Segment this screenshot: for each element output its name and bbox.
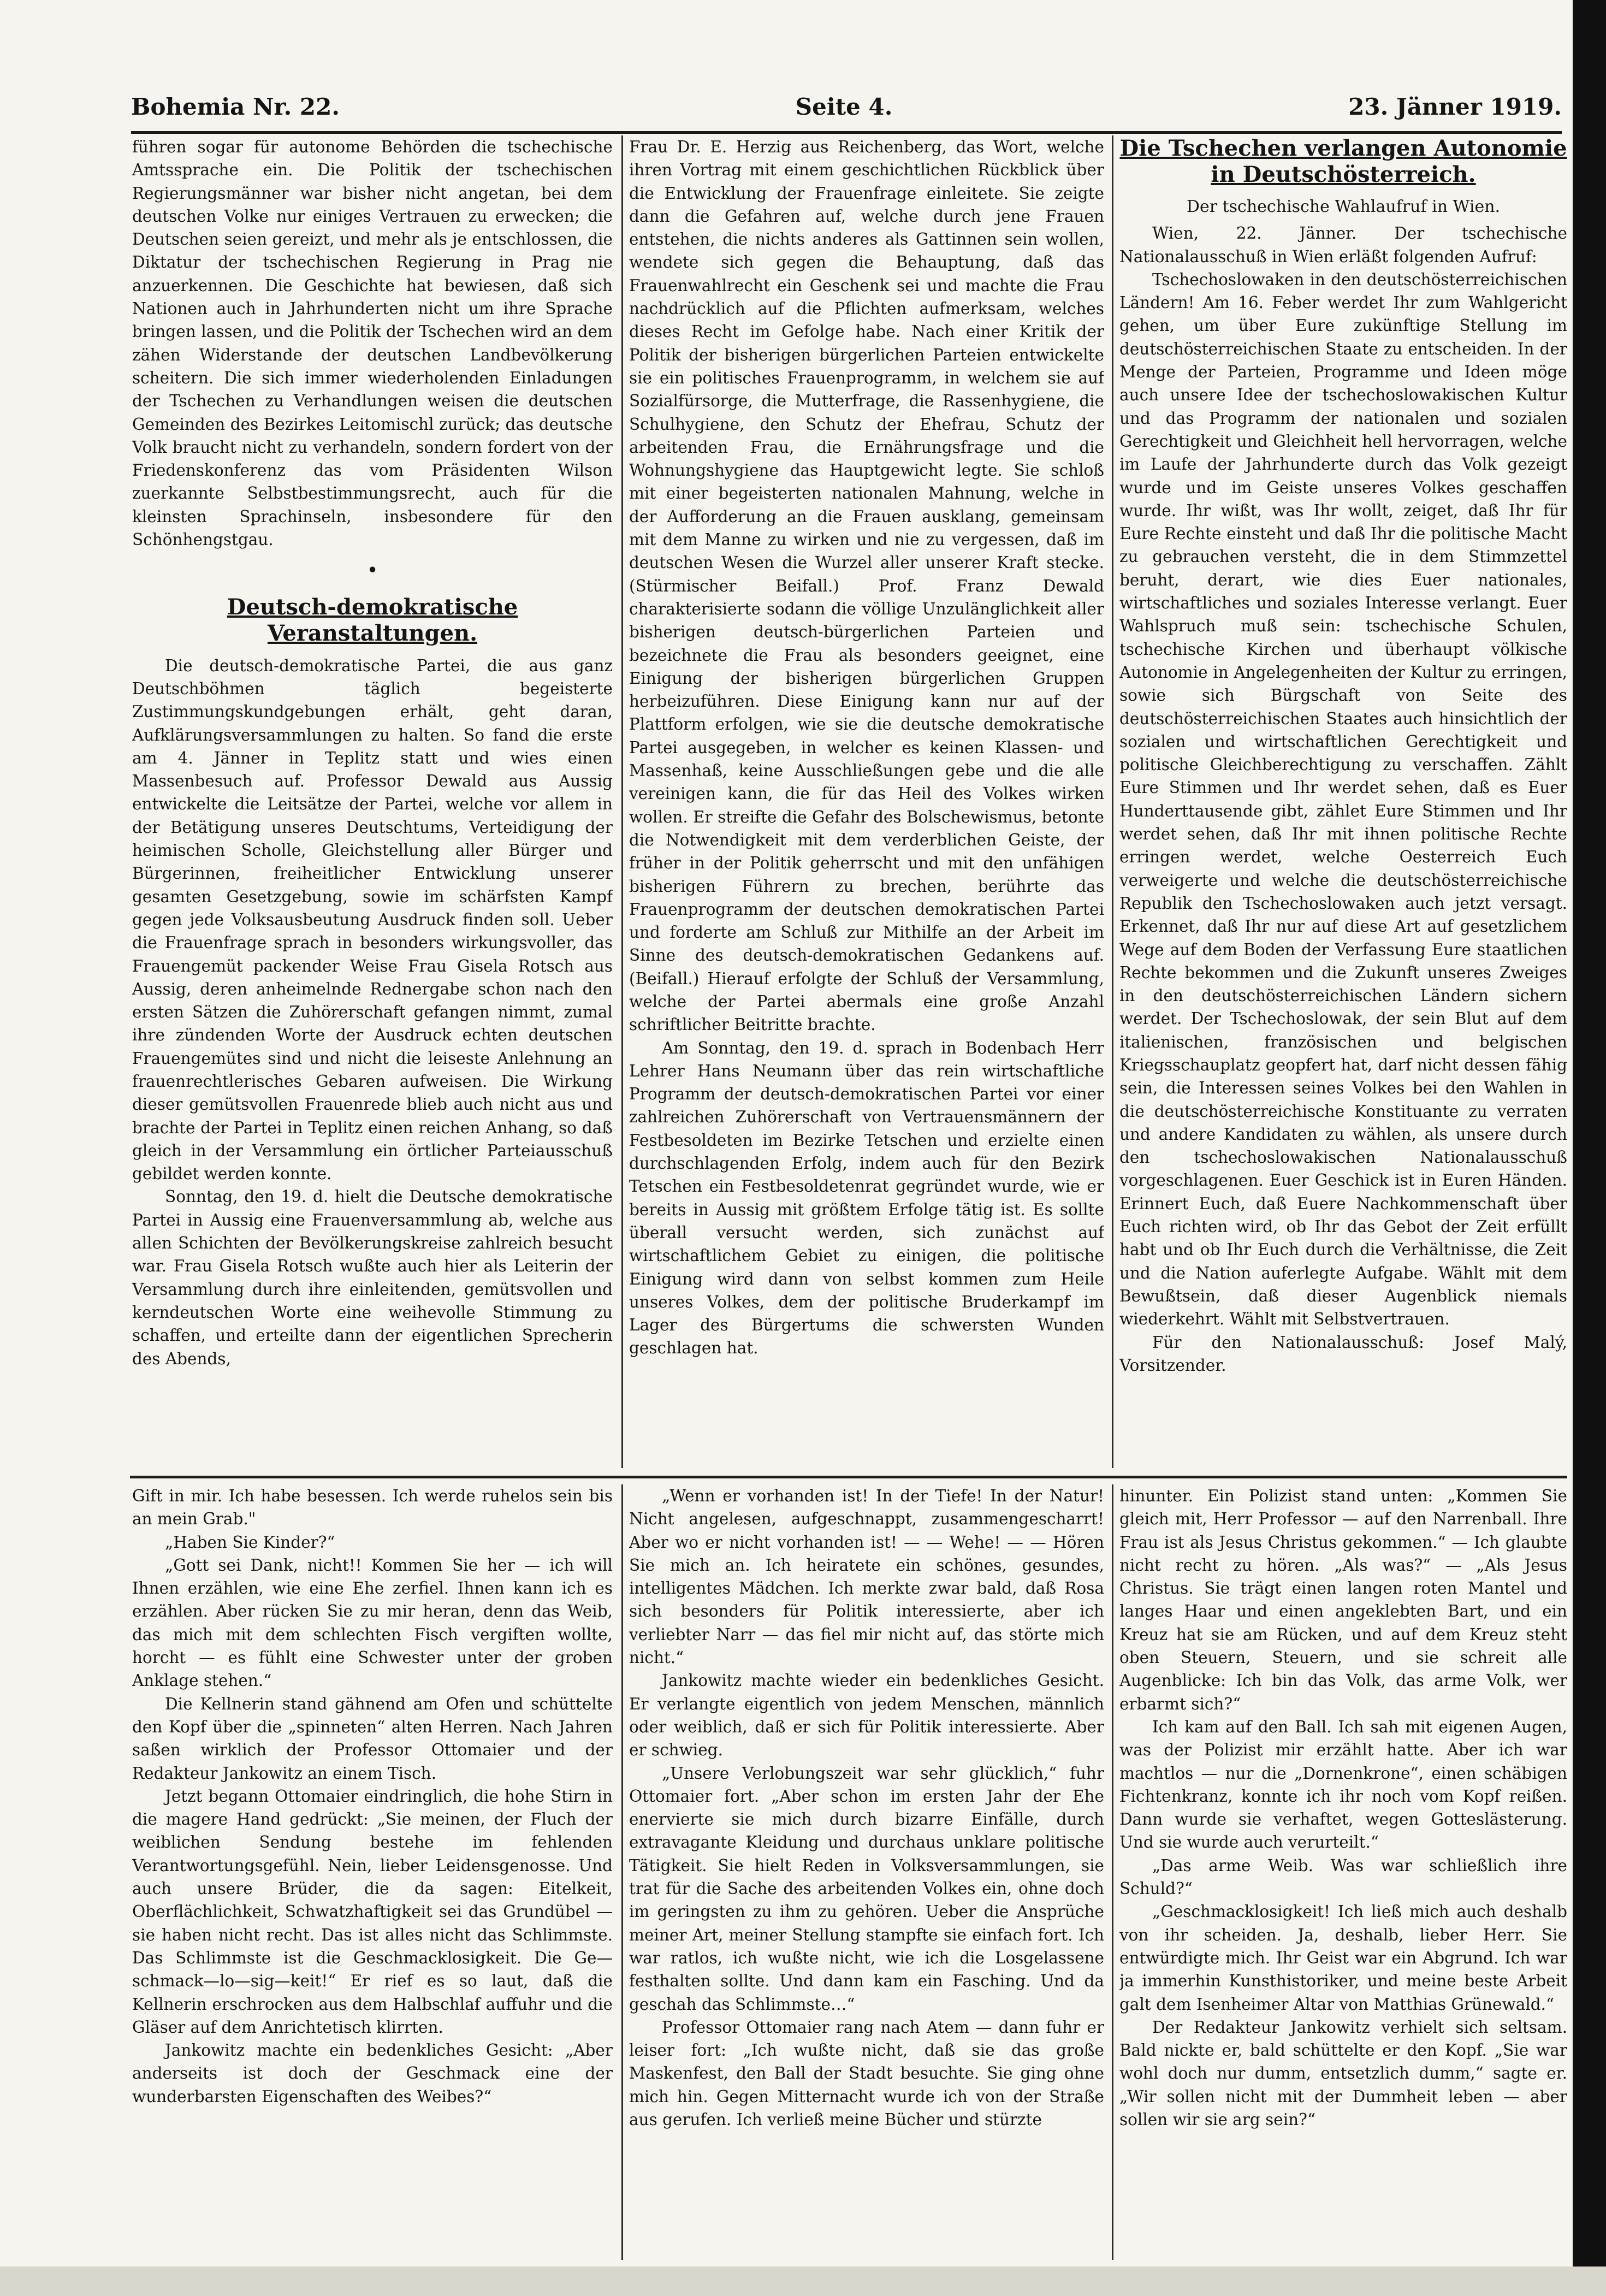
story-text: „Wenn er vorhanden ist! In der Tiefe! In der Natur! Nicht angelesen, aufgeschnappt, zusammengescharrt! Aber wo er nicht vorhanden ist! — — Wehe! — — Hören Sie mich an. Ich heiratete ein schönes, gesundes, intelligentes Mädchen. Ich merkte zwar bald, daß Rosa sich besonders für Politik interessierte, aber ich verliebter Narr — das fiel mir nicht auf, das störte mich nicht.“ xyxy=(629,1487,1104,1667)
column-divider xyxy=(621,1484,623,2260)
bottom-column-2 xyxy=(629,1484,1104,2260)
top-column-3 xyxy=(1119,135,1567,1468)
section-separator: • xyxy=(367,560,378,580)
story-text: Jankowitz machte wieder ein bedenkliches Gesicht. Er verlangte eigentlich von jedem Menschen, männlich oder weiblich, daß er sich für Politik interessierte. Aber er schwieg. xyxy=(629,1671,1104,1760)
section-divider xyxy=(130,1476,1567,1478)
article-signature: Für den Nationalausschuß: Josef Malý, Vorsitzender. xyxy=(1119,1333,1567,1375)
story-text: Jankowitz machte ein bedenkliches Gesicht: „Aber anderseits ist doch der Geschmack eine der wunderbarsten Eigenschaften des Weibes?“ xyxy=(132,2041,613,2106)
story-text: „Gott sei Dank, nicht!! Kommen Sie her — ich will Ihnen erzählen, wie eine Ehe zerfiel. Ihnen kann ich es erzählen. Aber rücken Sie zu mir heran, denn das Weib, das mich mit dem schlechten Fisch vergiften wollte, horcht — es fühlt eine Schwester unter der groben Anklage stehen.“ xyxy=(132,1555,613,1690)
article-text: Tschechoslowaken in den deutschösterreichischen Ländern! Am 16. Feber werdet Ihr zum Wahlgericht gehen, um über Eure zukünftige Stellung im deutschösterreichischen Staate zu entscheiden. In der Menge der Parteien, Programme und Ideen möge auch unsere Idee der tschechoslowakischen Kultur und das Programm der nationalen und sozialen Gerechtigkeit und Gleichheit hell hervorragen, welche im Laufe der Jahrhunderte durch das Volk gezeigt wurde und im Geiste unseres Volkes geschaffen wurde. Ihr wißt, was Ihr wollt, zeiget, daß Ihr für Eure Rechte einsteht und daß Ihr die politische Macht zu gebrauchen versteht, die in dem Stimmzettel beruht, derart, wie dies Euer nationales, wirtschaftliches und soziales Interesse verlangt. Euer Wahlspruch muß sein: tschechische Schulen, tschechische Kirchen und überhaupt völkische Autonomie in Angelegenheiten der Kultur zu erringen, sowie sich Bürgschaft von Seite des deutschösterreichischen Staates auch hinsichtlich der sozialen und wirtschaftlichen Gerechtigkeit und politische Gleichberechtigung zu verschaffen. Zählt Eure Stimmen und Ihr werdet sehen, daß es Euer Hunderttausende gibt, zählet Eure Stimmen und Ihr werdet sehen, daß Ihr mit ihnen politische Rechte erringen werdet, welche Oesterreich Euch verweigerte und welche die deutschösterreichische Republik den Tschechoslowaken auch jetzt versagt. Erkennet, daß Ihr nur auf diese Art auf gesetzlichem Wege auf dem Boden der Verfassung Eure staatlichen Rechte bekommen und die Zukunft unseres Zweiges in den deutschösterreichischen Ländern sichern werdet. Der Tschechoslowak, der sein Blut auf dem italienischen, französischen und belgischen Kriegsschauplatz geopfert hat, darf nicht dessen fähig sein, die Interessen seines Volkes bei den Wahlen in die deutschösterreichische Konstituante zu verraten und andere Kandidaten zu wählen, als unsere durch den tschechoslowakischen Nationalausschuß vorgeschlagenen. Euer Geschick ist in Euren Händen. Erinnert Euch, daß Euere Nachkommenschaft über Euch richten wird, ob Ihr das Gebot der Zeit erfüllt habt und ob Ihr Euch durch die Verhältnisse, die Zeit und die Nation auferlegte Aufgabe. Wählt mit dem Bewußtsein, daß dieser Augenblick niemals wiederkehrt. Wählt mit Selbstvertrauen. xyxy=(1119,270,1567,1329)
top-column-2 xyxy=(629,135,1104,1468)
story-text: Jetzt begann Ottomaier eindringlich, die hohe Stirn in die magere Hand gedrückt: „Sie meinen, der Fluch der weiblichen Sendung bestehe im fehlenden Verantwortungsgefühl. Nein, lieber Leidensgenosse. Und auch unsere Brüder, die da sagen: Eitelkeit, Oberflächlichkeit, Schwatzhaftigkeit sei das Grundübel — sie haben nicht recht. Das ist alles nicht das Schlimmste. Das Schlimmste ist die Geschmacklosigkeit. Die Ge—schmack—lo—sig—keit!“ Er rief es so laut, daß die Kellnerin erschrocken aus dem Halbschlaf auffuhr und die Gläser auf dem Anrichtetisch klirrten. xyxy=(132,1786,613,2037)
story-text: „Haben Sie Kinder?“ xyxy=(165,1532,335,1552)
article-subheading: Der tschechische Wahlaufruf in Wien. xyxy=(1186,197,1501,216)
article-heading: Deutsch-demokratische Veranstaltungen. xyxy=(227,594,518,646)
bottom-column-3 xyxy=(1119,1484,1567,2260)
scan-edge xyxy=(1573,0,1606,2296)
header-page-number: Seite 4. xyxy=(795,93,893,120)
article-text: Die deutsch-demokratische Partei, die aus ganz Deutschböhmen täglich begeisterte Zustimmungskundgebungen erhält, geht daran, Aufklärungsversammlungen zu halten. So fand die erste am 4. Jänner in Teplitz statt und wies einen Massenbesuch auf. Professor Dewald aus Aussig entwickelte die Leitsätze der Partei, welche vor allem in der Betätigung unseres Deutschtums, Verteidigung der heimischen Scholle, Gleichstellung aller Bürger und Bürgerinnen, freiheitlicher Entwicklung unserer gesamten Gesetzgebung, sowie im schärfsten Kampf gegen jede Volksausbeutung Ausdruck finden soll. Ueber die Frauenfrage sprach in besonders wirkungsvoller, das Frauengemüt packender Weise Frau Gisela Rotsch aus Aussig, deren anheimelnde Rednergabe schon nach den ersten Sätzen die Zuhörerschaft gefangen nimmt, zumal ihre zündenden Worte der Ausdruck echten deutschen Frauengemütes sind und nicht die leiseste Anlehnung an frauenrechtlerisches Gebaren aufweisen. Die Wirkung dieser gemütsvollen Frauenrede blieb auch nicht aus und brachte der Partei in Teplitz einen reichen Anhang, so daß gleich in der Versammlung ein örtlicher Parteiausschuß gebildet werden konnte. xyxy=(132,656,613,1183)
column-divider xyxy=(1112,135,1113,1468)
story-text: Professor Ottomaier rang nach Atem — dann fuhr er leiser fort: „Ich wußte nicht, daß sie das große Maskenfest, den Ball der Stadt besuchte. Sie ging ohne mich hin. Gegen Mitternacht wurde ich von der Straße aus gerufen. Ich verließ meine Bücher und stürzte xyxy=(629,2017,1104,2129)
article-text: Sonntag, den 19. d. hielt die Deutsche demokratische Partei in Aussig eine Frauenversammlung ab, welche aus allen Schichten der Bevölkerungskreise zahlreich besucht war. Frau Gisela Rotsch wußte auch hier als Leiterin der Versammlung durch ihre einleitenden, gemütsvollen und kerndeutschen Worte eine weihevolle Stimmung zu schaffen, und erteilte dann der eigentlichen Sprecherin des Abends, xyxy=(132,1187,613,1368)
story-text: Gift in mir. Ich habe besessen. Ich werde ruhelos sein bis an mein Grab." xyxy=(132,1487,613,1529)
bottom-column-1 xyxy=(132,1484,613,2260)
story-text: „Geschmacklosigkeit! Ich ließ mich auch deshalb von ihr scheiden. Ja, deshalb, lieber Herr. Sie entwürdigte mich. Ihr Geist war ein Abgrund. Ich war ja immerhin Kunsthistoriker, und meine beste Arbeit galt dem Isenheimer Altar von Matthias Grünewald.“ xyxy=(1119,1902,1567,2014)
article-text: führen sogar für autonome Behörden die tschechische Amtssprache ein. Die Politik der tschechischen Regierungsmänner war bisher nicht angetan, bei dem deutschen Volke nur einiges Vertrauen zu erwecken; die Deutschen seien gereizt, und mehr als je entschlossen, die Diktatur der tschechischen Regierung in Prag nie anzuerkennen. Die Geschichte hat bewiesen, daß sich Nationen auch in Jahrhunderten nicht um ihre Sprache bringen lassen, und die Politik der Tschechen wird an dem zähen Widerstande der deutschen Landbevölkerung scheitern. Die sich immer wiederholenden Einladungen der Tschechen zu Verhandlungen weisen die deutschen Gemeinden des Bezirkes Leitomischl zurück; das deutsche Volk braucht nicht zu verhandeln, sondern fordert von der Friedenskonferenz das vom Präsidenten Wilson zuerkannte Selbstbestimmungsrecht, auch für die kleinsten Sprachinseln, insbesondere für den Schönhengstgau. xyxy=(132,138,613,549)
story-text: hinunter. Ein Polizist stand unten: „Kommen Sie gleich mit, Herr Professor — auf den Narrenball. Ihre Frau ist als Jesus Christus gekommen.“ — Ich glaubte nicht recht zu hören. „Als was?“ — „Als Jesus Christus. Sie trägt einen langen roten Mantel und langes Haar und einen angeklebten Bart, und ein Kreuz hat sie am Rücken, und auf dem Kreuz steht oben Steuern, Steuern, und sie schreit alle Augenblicke: Ich bin das Volk, das arme Volk, wer erbarmt sich?“ xyxy=(1119,1487,1567,1713)
story-text: „Das arme Weib. Was war schließlich ihre Schuld?“ xyxy=(1119,1856,1567,1898)
story-text: Die Kellnerin stand gähnend am Ofen und schüttelte den Kopf über die „spinneten“ alten Herren. Nach Jahren saßen wirklich der Professor Ottomaier und der Redakteur Jankowitz an einem Tisch. xyxy=(132,1694,613,1783)
article-text: Am Sonntag, den 19. d. sprach in Bodenbach Herr Lehrer Hans Neumann über das rein wirtschaftliche Programm der deutsch-demokratischen Partei vor einer zahlreichen Zuhörerschaft von Vertrauensmännern der Festbesoldeten im Bezirke Tetschen und erzielte einen durchschlagenden Erfolg, indem auch für den Bezirk Tetschen ein Festbesoldetenrat gegründet wurde, wie er bereits in Aussig mit größtem Erfolge tätig ist. Es sollte überall versucht werden, sich zunächst auf wirtschaftlichem Gebiet zu einigen, die politische Einigung wird dann von selbst kommen zum Heile unseres Volkes, dem der politische Bruderkampf im Lager des Bürgertums die schwersten Wunden geschlagen hat. xyxy=(629,1038,1104,1358)
article-text: Frau Dr. E. Herzig aus Reichenberg, das Wort, welche ihren Vortrag mit einem geschichtlichen Rückblick über die Entwicklung der Frauenfrage einleitete. Sie zeigte dann die Gefahren auf, welche durch jene Frauen entstehen, die nichts anderes als Gattinnen sein wollen, wendete sich gegen die Behauptung, daß das Frauenwahlrecht ein Geschenk sei und machte die Frau nachdrücklich auf die Pflichten aufmerksam, welches dieses Recht im Gefolge habe. Nach einer Kritik der Politik der bisherigen bürgerlichen Parteien entwickelte sie ein politisches Frauenprogramm, in welchem sie auf Sozialfürsorge, die Mutterfrage, die Rassenhygiene, die Schulhygiene, den Schutz der Ehefrau, Schutz der arbeitenden Frau, die Ernährungsfrage und die Wohnungshygiene das Hauptgewicht legte. Sie schloß mit einer begeisterten nationalen Mahnung, welche in der Aufforderung an die Frauen ausklang, gemeinsam mit dem Manne zu wirken und nie zu vergessen, daß im deutschen Wesen die Wurzel aller unserer Kraft stecke. (Stürmischer Beifall.) Prof. Franz Dewald charakterisierte sodann die völlige Unzulänglichkeit aller bisherigen deutsch-bürgerlichen Parteien und bezeichnete die Frau als besonders geeignet, eine Einigung der bisherigen bürgerlichen Gruppen herbeizuführen. Diese Einigung kann nur auf der Plattform erfolgen, wie sie die deutsche demokratische Partei ausgegeben, in welcher es keinen Klassen- und Massenhaß, keine Ausschließungen gebe und die alle vereinigen kann, die für das Heil des Volkes wirken wollen. Er streifte die Gefahr des Bolschewismus, betonte die Notwendigkeit mit dem verderblichen Geiste, der früher in der Politik geherrscht und mit den unfähigen bisherigen Führern zu brechen, berührte das Frauenprogramm der deutschen demokratischen Partei und forderte am Schluß zur Mithilfe an der Arbeit im Sinne des deutsch-demokratischen Gedankens auf. (Beifall.) Hierauf erfolgte der Schluß der Versammlung, welche der Partei abermals eine große Anzahl schriftlicher Beitritte brachte. xyxy=(629,138,1104,1034)
story-text: „Unsere Verlobungszeit war sehr glücklich,“ fuhr Ottomaier fort. „Aber schon im ersten Jahr der Ehe enervierte sie mich durch bizarre Einfälle, durch extravagante Kleidung und durchaus unklare politische Tätigkeit. Sie hielt Reden in Volksversammlungen, sie trat für die Sache des arbeitenden Volkes ein, ohne doch im geringsten zu ihm zu gehören. Ueber die Ansprüche meiner Art, meiner Stellung stampfte sie einfach fort. Ich war ratlos, ich wußte nicht, wie ich die Losgelassene festhalten sollte. Und dann kam ein Fasching. Und da geschah das Schlimmste…“ xyxy=(629,1764,1104,2014)
article-text: Wien, 22. Jänner. Der tschechische Nationalausschuß in Wien erläßt folgenden Aufruf: xyxy=(1119,224,1567,266)
story-text: Der Redakteur Jankowitz verhielt sich seltsam. Bald nickte er, bald schüttelte er den Kopf. „Sie war wohl doch nur dumm, entsetzlich dumm,“ sagte er. „Wir sollen nicht mit der Dummheit leben — aber sollen wir sie arg sein?“ xyxy=(1119,2017,1567,2129)
header-paper-issue: Bohemia Nr. 22. xyxy=(131,93,340,120)
scan-bottom-margin xyxy=(0,2267,1606,2296)
article-heading: Die Tschechen verlangen Autonomie in Deutschösterreich. xyxy=(1119,135,1567,187)
page-header xyxy=(131,82,1562,134)
story-text: Ich kam auf den Ball. Ich sah mit eigenen Augen, was der Polizist mir erzählt hatte. Aber ich war machtlos — nur die „Dornenkrone“, einen schäbigen Fichtenkranz, konnte ich ihr noch vom Kopf reißen. Dann wurde sie verhaftet, wegen Gotteslästerung. Und sie wurde auch verurteilt.“ xyxy=(1119,1717,1567,1852)
header-date: 23. Jänner 1919. xyxy=(1348,93,1562,120)
top-column-1 xyxy=(132,135,613,1468)
column-divider xyxy=(621,135,623,1468)
column-divider xyxy=(1112,1484,1113,2260)
